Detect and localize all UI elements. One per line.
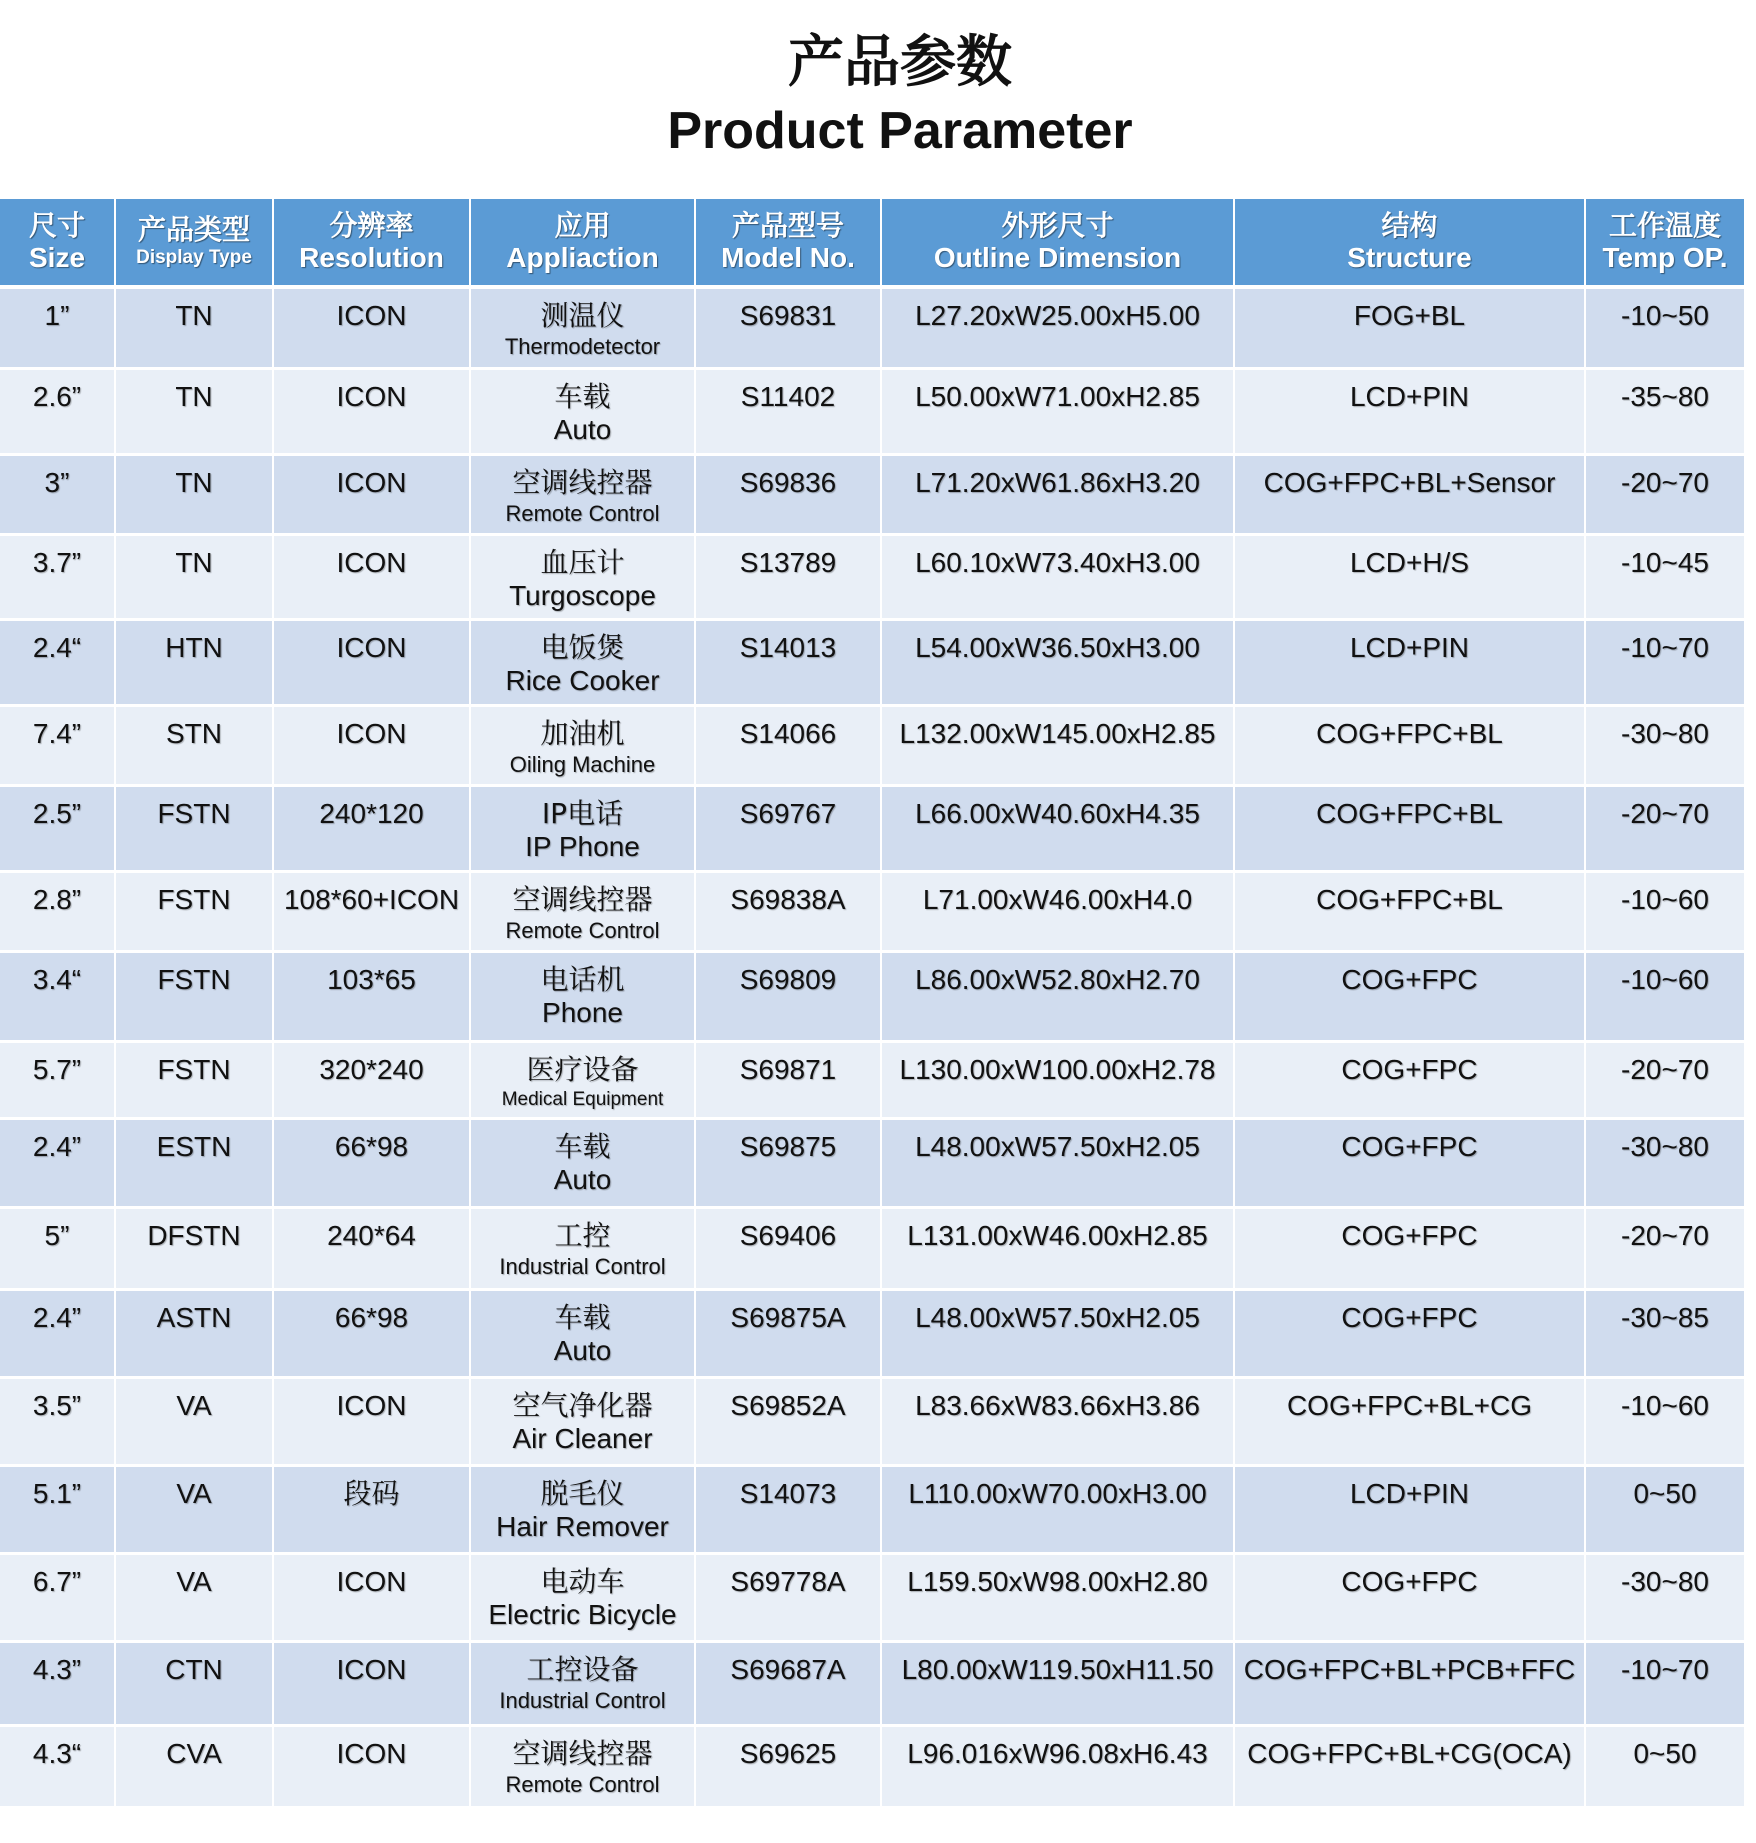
table-row [0,785,1745,871]
cell-temp: -10~70 [1585,1641,1745,1725]
cell-temp: -10~60 [1585,1377,1745,1465]
table-row [0,534,1745,619]
application-cn: 电话机 [540,962,625,996]
cell-model: S69809 [695,951,881,1041]
cell-type: FSTN [115,785,273,871]
cell-model: S14013 [695,619,881,705]
cell-application [470,1553,695,1641]
cell-type: ESTN [115,1118,273,1207]
cell-type: TN [115,534,273,619]
application-en: Electric Bicycle [488,1598,677,1630]
table-row [0,1465,1745,1553]
cell-resolution: 66*98 [273,1118,470,1207]
cell-model: S14066 [695,705,881,785]
cell-structure: COG+FPC [1234,1118,1585,1207]
page-title-block [0,30,1756,162]
cell-size: 3.5” [0,1377,115,1465]
cell-type: FSTN [115,1041,273,1118]
cell-model: S69836 [695,454,881,534]
cell-structure: COG+FPC+BL+CG [1234,1377,1585,1465]
table-row [0,705,1745,785]
cell-outline: L86.00xW52.80xH2.70 [881,951,1234,1041]
cell-size: 2.8” [0,871,115,951]
cell-temp: -10~60 [1585,951,1745,1041]
application-en: Auto [553,1334,612,1366]
header-application: 应用 Appliaction [470,199,695,287]
cell-outline: L66.00xW40.60xH4.35 [881,785,1234,871]
application-en: Air Cleaner [512,1422,653,1454]
cell-structure: COG+FPC+BL [1234,785,1585,871]
cell-outline: L50.00xW71.00xH2.85 [881,368,1234,454]
table-row [0,287,1745,368]
cell-application [470,1465,695,1553]
table-row [0,1377,1745,1465]
cell-type: VA [115,1553,273,1641]
application-en: Oiling Machine [509,751,656,777]
table-row [0,1118,1745,1207]
table-row [0,1207,1745,1289]
application-en: Auto [553,1163,612,1195]
application-cn: 工控 [554,1218,611,1252]
cell-size: 2.5” [0,785,115,871]
cell-application [470,1118,695,1207]
header-model: 产品型号 Model No. [695,199,881,287]
cell-size: 2.4” [0,1118,115,1207]
cell-outline: L71.20xW61.86xH3.20 [881,454,1234,534]
cell-application [470,1377,695,1465]
cell-model: S69838A [695,871,881,951]
cell-application [470,871,695,951]
cell-structure: FOG+BL [1234,287,1585,368]
application-cn: 电饭煲 [540,630,625,664]
application-cn: 车载 [554,1300,611,1334]
application-cn: 电动车 [540,1564,625,1598]
cell-application [470,534,695,619]
cell-temp: 0~50 [1585,1465,1745,1553]
cell-structure: COG+FPC [1234,1289,1585,1377]
table-row [0,368,1745,454]
cell-type: TN [115,454,273,534]
cell-type: ASTN [115,1289,273,1377]
cell-structure: LCD+H/S [1234,534,1585,619]
header-resolution: 分辨率 Resolution [273,199,470,287]
cell-size: 5” [0,1207,115,1289]
cell-resolution: 103*65 [273,951,470,1041]
cell-type: CTN [115,1641,273,1725]
cell-type: STN [115,705,273,785]
cell-size: 4.3“ [0,1725,115,1807]
cell-resolution: ICON [273,1553,470,1641]
cell-resolution: ICON [273,1377,470,1465]
cell-temp: -35~80 [1585,368,1745,454]
cell-temp: -10~45 [1585,534,1745,619]
cell-temp: -30~80 [1585,1118,1745,1207]
cell-outline: L110.00xW70.00xH3.00 [881,1465,1234,1553]
cell-type: VA [115,1377,273,1465]
cell-outline: L60.10xW73.40xH3.00 [881,534,1234,619]
application-en: IP Phone [525,830,640,862]
cell-size: 5.7” [0,1041,115,1118]
table-row [0,951,1745,1041]
product-parameter-table [0,199,1746,1809]
cell-temp: -30~80 [1585,1553,1745,1641]
cell-size: 3.7” [0,534,115,619]
cell-temp: -20~70 [1585,1041,1745,1118]
cell-structure: COG+FPC [1234,1553,1585,1641]
header-display-type: 产品类型 Display Type [115,199,273,287]
cell-resolution: 240*120 [273,785,470,871]
cell-outline: L48.00xW57.50xH2.05 [881,1118,1234,1207]
cell-application [470,1207,695,1289]
application-en: Remote Control [505,917,660,943]
cell-resolution: ICON [273,534,470,619]
application-cn: 空调线控器 [512,882,653,916]
cell-outline: L83.66xW83.66xH3.86 [881,1377,1234,1465]
cell-type: CVA [115,1725,273,1807]
table-row [0,1553,1745,1641]
application-cn: 车载 [554,379,611,413]
cell-structure: COG+FPC+BL [1234,871,1585,951]
cell-temp: 0~50 [1585,1725,1745,1807]
application-en: Industrial Control [499,1687,666,1713]
header-outline: 外形尺寸 Outline Dimension [881,199,1234,287]
header-structure: 结构 Structure [1234,199,1585,287]
application-cn: 空调线控器 [512,465,653,499]
table-row [0,871,1745,951]
application-cn: 车载 [554,1129,611,1163]
cell-outline: L159.50xW98.00xH2.80 [881,1553,1234,1641]
cell-model: S69778A [695,1553,881,1641]
cell-resolution: 108*60+ICON [273,871,470,951]
application-cn: 血压计 [540,545,625,579]
cell-application [470,951,695,1041]
cell-structure: COG+FPC [1234,951,1585,1041]
header-size: 尺寸 Size [0,199,115,287]
table-row [0,619,1745,705]
cell-outline: L54.00xW36.50xH3.00 [881,619,1234,705]
cell-resolution: 段码 [273,1465,470,1553]
cell-size: 2.6” [0,368,115,454]
cell-temp: -10~50 [1585,287,1745,368]
cell-model: S69831 [695,287,881,368]
cell-outline: L132.00xW145.00xH2.85 [881,705,1234,785]
application-cn: 测温仪 [540,299,625,332]
cell-resolution: ICON [273,1641,470,1725]
application-en: Turgoscope [509,579,656,611]
application-en: Industrial Control [499,1253,666,1279]
application-cn: IP电话 [541,796,624,830]
cell-resolution: 240*64 [273,1207,470,1289]
cell-structure: COG+FPC [1234,1041,1585,1118]
cell-application [470,1289,695,1377]
page-title-en: Product Parameter [667,102,1133,160]
cell-resolution: ICON [273,705,470,785]
application-en: Thermodetector [504,334,661,359]
cell-outline: L130.00xW100.00xH2.78 [881,1041,1234,1118]
cell-resolution: ICON [273,1725,470,1807]
cell-structure: COG+FPC+BL [1234,705,1585,785]
cell-resolution: ICON [273,454,470,534]
cell-application [470,454,695,534]
application-en: Hair Remover [496,1510,669,1542]
cell-size: 3” [0,454,115,534]
application-en: Medical Equipment [501,1088,664,1110]
application-en: Auto [553,413,612,445]
cell-outline: L96.016xW96.08xH6.43 [881,1725,1234,1807]
table-body [0,287,1745,1807]
table-header-row [0,199,1745,287]
cell-model: S69406 [695,1207,881,1289]
cell-application [470,1725,695,1807]
cell-type: FSTN [115,871,273,951]
application-cn: 空气净化器 [512,1388,653,1422]
table-row [0,454,1745,534]
application-en: Phone [542,996,623,1028]
page-title-cn: 产品参数 [788,30,1012,95]
cell-model: S69871 [695,1041,881,1118]
cell-temp: -10~70 [1585,619,1745,705]
cell-structure: LCD+PIN [1234,1465,1585,1553]
cell-temp: -10~60 [1585,871,1745,951]
cell-type: TN [115,287,273,368]
cell-resolution: 66*98 [273,1289,470,1377]
application-cn: 工控设备 [526,1652,639,1686]
cell-application [470,368,695,454]
header-temp: 工作温度 Temp OP. [1585,199,1745,287]
cell-outline: L27.20xW25.00xH5.00 [881,287,1234,368]
cell-structure: LCD+PIN [1234,368,1585,454]
table-row [0,1289,1745,1377]
cell-size: 4.3” [0,1641,115,1725]
cell-type: DFSTN [115,1207,273,1289]
cell-size: 6.7” [0,1553,115,1641]
cell-size: 2.4“ [0,619,115,705]
cell-size: 2.4” [0,1289,115,1377]
cell-size: 5.1” [0,1465,115,1553]
cell-resolution: ICON [273,619,470,705]
cell-model: S69767 [695,785,881,871]
cell-application [470,619,695,705]
cell-temp: -20~70 [1585,454,1745,534]
cell-application [470,705,695,785]
cell-structure: COG+FPC+BL+CG(OCA) [1234,1725,1585,1807]
cell-resolution: 320*240 [273,1041,470,1118]
cell-size: 3.4“ [0,951,115,1041]
cell-outline: L80.00xW119.50xH11.50 [881,1641,1234,1725]
cell-application [470,1641,695,1725]
cell-application [470,785,695,871]
cell-resolution: ICON [273,368,470,454]
cell-model: S69625 [695,1725,881,1807]
cell-type: VA [115,1465,273,1553]
cell-model: S69687A [695,1641,881,1725]
cell-outline: L131.00xW46.00xH2.85 [881,1207,1234,1289]
cell-structure: LCD+PIN [1234,619,1585,705]
cell-temp: -30~80 [1585,705,1745,785]
table-row [0,1641,1745,1725]
cell-model: S11402 [695,368,881,454]
cell-model: S69875A [695,1289,881,1377]
application-cn: 脱毛仪 [540,1476,625,1510]
application-en: Remote Control [505,1771,660,1797]
cell-model: S13789 [695,534,881,619]
cell-application [470,287,695,368]
cell-temp: -20~70 [1585,785,1745,871]
application-cn: 医疗设备 [526,1052,639,1086]
cell-type: TN [115,368,273,454]
cell-model: S69852A [695,1377,881,1465]
application-cn: 空调线控器 [512,1736,653,1770]
cell-type: HTN [115,619,273,705]
table-row [0,1725,1745,1807]
cell-outline: L48.00xW57.50xH2.05 [881,1289,1234,1377]
cell-temp: -20~70 [1585,1207,1745,1289]
cell-outline: L71.00xW46.00xH4.0 [881,871,1234,951]
cell-structure: COG+FPC [1234,1207,1585,1289]
cell-model: S14073 [695,1465,881,1553]
application-cn: 加油机 [540,716,625,750]
cell-model: S69875 [695,1118,881,1207]
cell-temp: -30~85 [1585,1289,1745,1377]
application-en: Rice Cooker [505,664,660,696]
cell-application [470,1041,695,1118]
cell-structure: COG+FPC+BL+Sensor [1234,454,1585,534]
cell-size: 1” [0,287,115,368]
cell-resolution: ICON [273,287,470,368]
cell-type: FSTN [115,951,273,1041]
application-en: Remote Control [505,500,660,526]
cell-structure: COG+FPC+BL+PCB+FFC [1234,1641,1585,1725]
table-row [0,1041,1745,1118]
cell-size: 7.4” [0,705,115,785]
